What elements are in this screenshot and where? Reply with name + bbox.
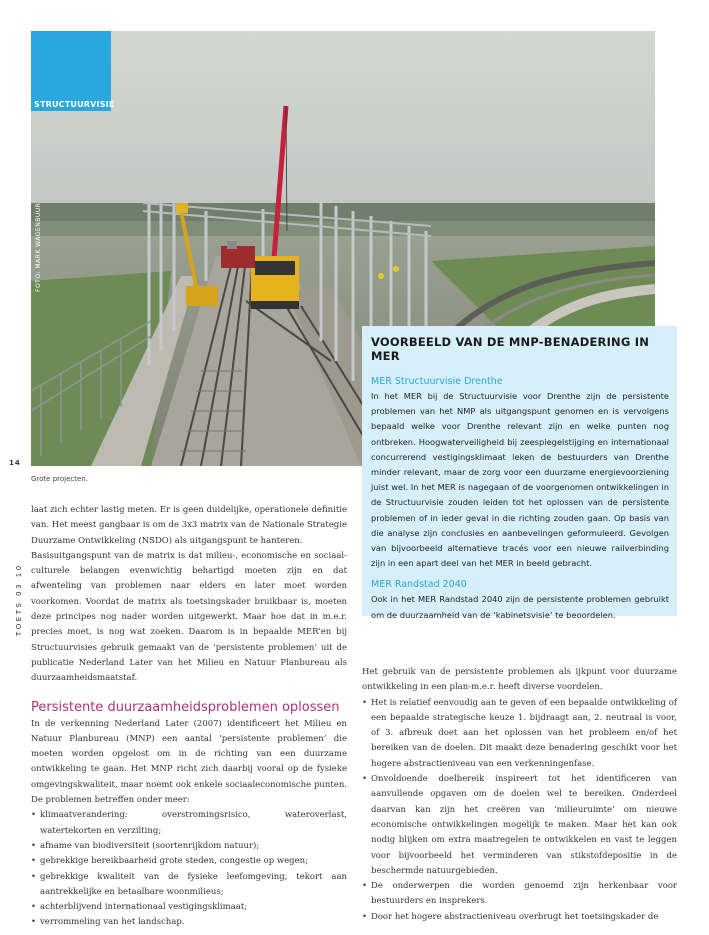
list-item: • gebrekkige bereikbaarheid grote steden, congestie op wegen; <box>31 854 347 869</box>
list-item: • Het is relatief eenvoudig aan te geven of een bepaalde ontwikkeling of een bepaalde strategische keuze 1. bijdraagt aan, 2. neutraal is voor, of 3. afbreuk doet aan het oplossen van het probleem en/of het bereiken van de doelen. Dit maakt deze benadering geschikt voor het hogere abstractieniveau van een verkenningenfase. <box>362 696 677 772</box>
left-column <box>31 503 347 931</box>
photo-caption: Grote projecten. <box>31 475 88 483</box>
right-column <box>362 665 677 925</box>
paragraph: laat zich echter lastig meten. Er is geen duidelijke, operationele definitie van. Het meest gangbaar is om de 3x3 matrix van de Nationale Strategie Duurzame Ontwikkeling (NSDO) als uitgangspunt te hanteren. <box>31 505 347 546</box>
box-text-drenthe: In het MER bij de Structuurvisie voor Drenthe zijn de persistente problemen van het NMP als uitgangspunt genomen en is vervolgens bepaald welke voor Drenthe relevant zijn en welke punten nog ontbreken. Hoogwaterveiligheid bij zeespiegelstijging en internationaal concurrerend vestigingsklimaat leken de bestuurders van Drenthe minder relevant, maar de zorg voor een duurzame energievoorziening juist wel. In het MER is nagegaan of de voorgenomen ontwikkelingen in de Structuurvisie zouden leiden tot het oplossen van de persistente problemen of in ieder geval in die richting zouden gaan. Op basis van die analyse zijn conclusies en aanbevelingen geformuleerd. Gevolgen van bijvoorbeeld alternatieve tracés voor een nieuwe railverbinding zijn in een apart deel van het MER in beeld gebracht. <box>371 391 669 569</box>
list-item: • klimaatverandering: overstromingsrisico, wateroverlast, watertekorten en verzilting; <box>31 808 347 839</box>
section-label: STRUCTUURVISIE <box>34 100 115 109</box>
paragraph: In de verkenning Nederland Later (2007) identificeert het Milieu en Natuur Planbureau (MNP) een aantal ‘persistente problemen’ die moeten worden opgelost om in de richting van een duurzame ontwikkeling te gaan. Het MNP richt zich daarbij vooral op de fysieke omgevingskwaliteit, maar noemt ook enkele sociaaleconomische punten. De problemen betreffen onder meer: <box>31 718 347 806</box>
list-item: • verrommeling van het landschap. <box>31 915 347 930</box>
magazine-issue-label: TOETS 03 10 <box>15 563 23 636</box>
list-item: • gebrekkige kwaliteit van de fysieke leefomgeving, tekort aan aantrekkelijke en betaalbare woonmilieus; <box>31 870 347 901</box>
box-subheading-drenthe: MER Structuurvisie Drenthe <box>371 376 503 387</box>
list-item: • achterblijvend internationaal vestigingsklimaat; <box>31 900 347 915</box>
photo-credit: FOTO: MARK WAGENBUUR <box>35 202 42 292</box>
section-tab <box>31 31 115 111</box>
list-item: • Onvoldoende doelbereik inspireert tot het identificeren van aanvullende opgaven om de doelen wel te bereiken. Onderdeel daarvan kan zijn het creëren van ‘milieuruimte’ om nieuwe economische ontwikkelingen mogelijk te maken. Maar het kan ook nodig blijken om extra maatregelen te ontwikkelen en vast te leggen voor bijvoorbeeld het verminderen van stikstofdepositie in de beschermde natuurgebieden. <box>362 772 677 879</box>
paragraph: Het gebruik van de persistente problemen als ijkpunt voor duurzame ontwikkeling in een plan-m.e.r. heeft diverse voordelen. <box>362 667 677 693</box>
box-text-randstad: Ook in het MER Randstad 2040 zijn de persistente problemen gebruikt om de duurzaamheid van de ‘kabinetsvisie’ te beoordelen. <box>371 594 669 620</box>
problem-list <box>31 808 347 930</box>
box-subheading-randstad: MER Randstad 2040 <box>371 579 467 591</box>
page-number: 14 <box>9 459 21 467</box>
advantages-list <box>362 696 677 925</box>
section-heading: Persistente duurzaamheidsproblemen oplossen <box>31 699 340 715</box>
example-box <box>362 326 677 620</box>
list-item: • Door het hogere abstractieniveau overbrugt het toetsingskader de <box>362 910 677 925</box>
paragraph: Basisuitgangspunt van de matrix is dat milieu-, economische en sociaal-culturele belangen evenwichtig behartigd moeten zijn en dat afwenteling van problemen naar elders en later moet worden voorkomen. Voordat de matrix als toetsingskader bruikbaar is, moeten deze principes nog nader worden uitgewerkt. Maar hoe dat in m.e.r. precies moet, is nog wat zoeken. Daarom is in bepaalde MER’en bij Structuurvisies gebruik gemaakt van de ‘persistente problemen’ uit de publicatie Nederland Later van het Milieu en Natuur Planbureau als duurzaamheidsmaatstaf. <box>31 550 347 684</box>
box-title: VOORBEELD VAN DE MNP-BENADERING IN MER <box>371 335 650 363</box>
list-item: • afname van biodiversiteit (soortenrijkdom natuur); <box>31 839 347 854</box>
list-item: • De onderwerpen die worden genoemd zijn herkenbaar voor bestuurders en insprekers. <box>362 879 677 910</box>
